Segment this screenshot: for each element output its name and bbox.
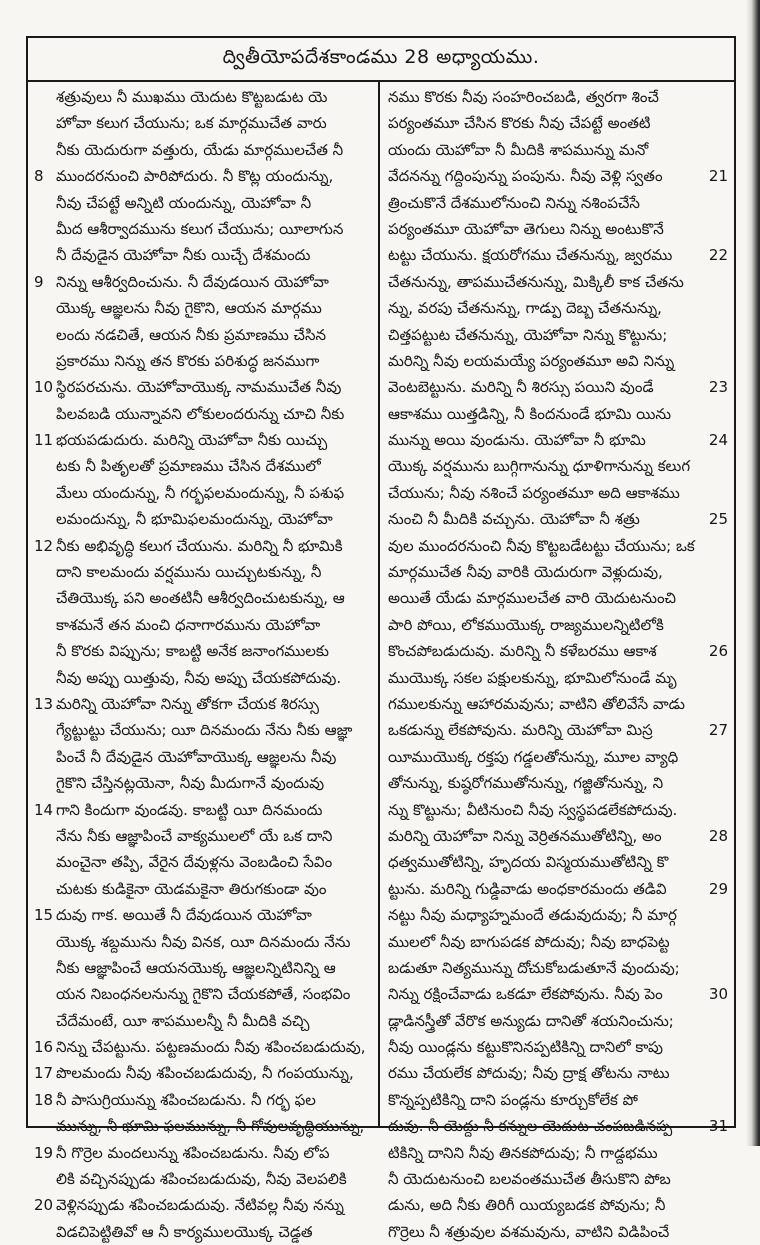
text-line xyxy=(388,1219,728,1245)
verse-number: 16 xyxy=(34,1038,54,1057)
line-text: చేయును; నీవు నశించే పర్యంతమూ అది ఆకాశము xyxy=(388,483,680,502)
line-text: దువు. నీ యెద్దు నీ కన్నుల యెదుట చంపబడినప్ప xyxy=(388,1117,673,1136)
text-line xyxy=(34,480,372,506)
line-text: నుంచి నీ మీదికి వచ్చును. యెహోవా నీ శత్రు xyxy=(388,510,640,529)
page-title: ద్వితీయోపదేశకాండము 28 అధ్యాయము. xyxy=(222,45,540,68)
text-line xyxy=(388,876,728,902)
text-line xyxy=(388,770,728,796)
line-text: టకు నీ పితృలతో ప్రమాణము చేసిన దేశములో xyxy=(56,457,321,476)
text-line xyxy=(34,981,372,1007)
verse-number: 17 xyxy=(34,1064,54,1083)
page-header xyxy=(28,38,734,82)
text-line xyxy=(388,849,728,875)
text-line xyxy=(388,797,728,823)
text-line xyxy=(34,559,372,585)
line-text: నీకు యెదురుగా వత్తురు, యేడు మార్గములచేత నీ xyxy=(56,140,344,159)
line-text: మున్ను అయి వుండును. యెహోవా నీ భూమి xyxy=(388,431,646,450)
line-text: డును, అది నీకు తిరిగీ యియ్యబడక పోవును; నీ xyxy=(388,1196,666,1215)
line-text: పారి పోయి, లోకముయొక్క రాజ్యములన్నిటిలోకి xyxy=(388,615,664,634)
text-line xyxy=(388,533,728,559)
verse-number: 29 xyxy=(708,879,728,898)
text-line xyxy=(34,190,372,216)
line-text: ముందరనుంచి పారిపోదురు. నీ కొట్ల యందున్ను, xyxy=(56,167,334,186)
line-text: నీ యెదుటనుంచి బలవంతముచేత తీసుకొని పోబ xyxy=(388,1170,671,1189)
text-line xyxy=(34,401,372,427)
line-text: భయపడుదురు. మరిన్ని యెహోవా నీకు యిచ్చు xyxy=(56,431,328,450)
line-text: యందు యెహోవా నీ మీదికి శాపమున్ను మనో xyxy=(388,140,649,159)
text-line xyxy=(388,216,728,242)
verse-number: 8 xyxy=(34,167,44,186)
text-line xyxy=(34,84,372,110)
verse-number: 15 xyxy=(34,906,54,925)
text-line xyxy=(34,849,372,875)
line-text: ట్టును. మరిన్ని గుడ్డివాడు అంధకారమందు తడివి xyxy=(388,879,667,898)
line-text: చేతియొక్క పని అంతటినీ ఆశీర్వదించుటకున్ను, ఆ xyxy=(56,589,345,608)
text-line xyxy=(34,585,372,611)
text-line xyxy=(388,242,728,268)
text-line xyxy=(388,585,728,611)
text-line xyxy=(34,1192,372,1218)
text-line xyxy=(388,612,728,638)
text-line xyxy=(388,902,728,928)
text-line xyxy=(388,137,728,163)
line-text: యొక్క శబ్దమును నీవు వినక, యీ దినమందు నేను xyxy=(56,932,351,951)
line-text: వెంటబెట్టును. మరిన్ని నీ శిరస్సు పయిని వుండే xyxy=(388,378,654,397)
line-text: నీకు ఆజ్ఞాపించే ఆయనయొక్క ఆజ్ఞలన్నిటినిన్ని ఆ xyxy=(56,958,336,977)
line-text: హోవా కలుగ చేయును; ఒక మార్గముచేత వారు xyxy=(56,114,327,133)
text-line xyxy=(34,322,372,348)
text-line xyxy=(388,348,728,374)
text-line xyxy=(34,612,372,638)
text-line xyxy=(388,1060,728,1086)
line-text: గాని కిందుగా వుండవు. కాబట్టి యీ దినమందు xyxy=(56,800,323,819)
line-text: నీవు యిండ్లను కట్టుకొనినప్పటికిన్ని దానిలో కాపు xyxy=(388,1038,663,1057)
text-line xyxy=(388,322,728,348)
text-line xyxy=(34,691,372,717)
verse-number: 10 xyxy=(34,378,54,397)
verse-number: 23 xyxy=(708,378,728,397)
line-text: పొలమందు నీవు శపించబడుదువు, నీ గంపయున్ను, xyxy=(56,1064,354,1083)
text-line xyxy=(34,348,372,374)
text-line xyxy=(34,1219,372,1245)
verse-number: 12 xyxy=(34,536,54,555)
text-line xyxy=(34,902,372,928)
text-line xyxy=(388,744,728,770)
line-text: బడుతూ నిత్యమున్ను దోచుకోబడుతూనే వుందువు; xyxy=(388,958,680,977)
text-line xyxy=(34,110,372,136)
text-line xyxy=(34,876,372,902)
line-text: మరిన్ని నీవు లయమయ్యే పర్యంతమూ అవి నిన్ను xyxy=(388,351,675,370)
verse-number: 14 xyxy=(34,800,54,819)
text-line xyxy=(388,190,728,216)
scripture-page xyxy=(26,36,736,1241)
line-text: ములలో నీవు బాగుపడక పోదువు; నీవు బాధపెట్ట xyxy=(388,932,670,951)
text-line xyxy=(388,1192,728,1218)
line-text: డ్లాడినస్త్రీతో వేరొక అన్యుడు దానితో శయనించును; xyxy=(388,1011,674,1030)
line-text: లమందున్ను, నీ భూమిఫలమందున్ను, యెహోవా xyxy=(56,510,333,529)
verse-number: 24 xyxy=(708,431,728,450)
text-line xyxy=(388,506,728,532)
text-line xyxy=(388,453,728,479)
verse-number: 27 xyxy=(708,721,728,740)
text-line xyxy=(388,929,728,955)
text-line xyxy=(34,638,372,664)
verse-number: 20 xyxy=(34,1196,54,1215)
line-text: టట్టు చేయును. క్షయరోగము చేతనున్ను, జ్వరము xyxy=(388,246,673,265)
line-text: కాశమనే తన మంచి ధనాగారమును యెహోవా xyxy=(56,615,321,634)
line-text: నీవు చేపట్టే అన్నిటి యందున్ను, యెహోవా నీ xyxy=(56,193,312,212)
line-text: న్ను, వరపు చేతనున్ను, గాడ్పు దెబ్బ చేతనున్ను, xyxy=(388,299,662,318)
line-text: నీకు అభివృద్ధి కలుగ చేయును. మరిన్ని నీ భూమికి xyxy=(56,536,343,555)
text-line xyxy=(388,665,728,691)
text-line xyxy=(34,427,372,453)
text-line xyxy=(34,242,372,268)
right-column xyxy=(382,82,734,1241)
line-text: నట్టు నీవు మధ్యాహ్నమందే తడువుదువు; నీ మార్గ xyxy=(388,906,677,925)
text-line xyxy=(34,453,372,479)
text-line xyxy=(388,110,728,136)
line-text: మరిన్ని యెహోవా నిన్ను వెర్రితనముతోటిన్ని, అం xyxy=(388,826,662,845)
line-text: కొన్నప్పటికిన్ని దాని పండ్లను కూర్చుకోలేక పో xyxy=(388,1090,638,1109)
line-text: గ్యేట్టుట్టు చేయును; యీ దినమందు నేను నీకు ఆజ్ఞా xyxy=(56,721,353,740)
text-line xyxy=(388,163,728,189)
text-line xyxy=(388,480,728,506)
line-text: వెళ్లినప్పుడు శపించబడుదువు. నేటివల్ల నీవు నన్ను xyxy=(56,1196,344,1215)
verse-number: 26 xyxy=(708,642,728,661)
text-line xyxy=(388,955,728,981)
text-line xyxy=(34,216,372,242)
left-column xyxy=(28,82,380,1241)
line-text: నీ పాసుగ్రియున్ను శపించబడును. నీ గర్భ ఫల xyxy=(56,1090,316,1109)
line-text: ఆకాశము యిత్తడిన్ని, నీ కిందనుండే భూమి యిను xyxy=(388,404,672,423)
line-text: దువు గాక. అయితే నీ దేవుడయిన యెహోవా xyxy=(56,906,312,925)
text-line xyxy=(388,691,728,717)
line-text: న్ను కొట్టును; వీటినుంచి నీవు స్వస్థపడలేకపోదువు. xyxy=(388,800,678,819)
verse-number: 9 xyxy=(34,272,44,291)
text-line xyxy=(34,137,372,163)
text-line xyxy=(34,1140,372,1166)
line-text: గములకున్ను ఆహారమవును; వాటిని తోలివేసే వాడు xyxy=(388,694,685,713)
line-text: టికిన్ని దానిని నీవు తినకపోదువు; నీ గాడ్దభము xyxy=(388,1143,658,1162)
text-line xyxy=(388,401,728,427)
verse-number: 11 xyxy=(34,431,54,450)
line-text: యొక్క వర్షమును బుగ్గిగానున్ను ధూళిగానున్ను కలుగ xyxy=(388,457,691,476)
text-line xyxy=(388,427,728,453)
line-text: పర్యంతమూ యెహోవా తెగులు నిన్ను అంటుకొనే xyxy=(388,219,664,238)
text-line xyxy=(34,295,372,321)
line-text: ప్రకారము నిన్ను తన కొరకు పరిశుద్ధ జనముగా xyxy=(56,351,320,370)
line-text: నేను నీకు ఆజ్ఞాపించే వాక్యములలో యే ఒక దాని xyxy=(56,826,333,845)
text-line xyxy=(388,374,728,400)
line-text: యన నిబంధనలనున్ను గైకొని చేయకపోతే, సంభవిం xyxy=(56,985,351,1004)
text-line xyxy=(34,717,372,743)
line-text: నీ కొరకు విప్పును; కాబట్టి అనేక జనాంగములకు xyxy=(56,642,329,661)
text-line xyxy=(388,1113,728,1139)
line-text: చేతనున్ను, తాపముచేతనున్ను, మిక్కిలీ కాక చేతను xyxy=(388,272,684,291)
line-text: మీద ఆశీర్వాదమును కలుగ చేయును; యీలాగున xyxy=(56,219,344,238)
line-text: అయితే యేడు మార్గములచేత వారి యెదుటనుంచి xyxy=(388,589,677,608)
text-line xyxy=(388,1087,728,1113)
text-line xyxy=(34,1008,372,1034)
text-line xyxy=(34,955,372,981)
text-line xyxy=(388,638,728,664)
verse-number: 30 xyxy=(708,985,728,1004)
verse-number: 18 xyxy=(34,1090,54,1109)
line-text: ఒకడున్ను లేకపోవును. మరిన్ని యెహోవా మిస్ర xyxy=(388,721,653,740)
text-line xyxy=(388,84,728,110)
text-line xyxy=(34,533,372,559)
text-line xyxy=(388,269,728,295)
verse-number: 28 xyxy=(708,826,728,845)
line-text: యీముయొక్క రక్తపు గడ్డలతోనున్ను, మూల వ్యాధి xyxy=(388,747,679,766)
line-text: లికి వచ్చినప్పుడు శపించబడుదువు, నీవు వెలపలికి xyxy=(56,1170,347,1189)
text-line xyxy=(34,506,372,532)
line-text: దాని కాలమందు వర్షమును యిచ్చుటకున్ను, నీ xyxy=(56,563,322,582)
line-text: యొక్క ఆజ్ఞలను నీవు గైకొని, ఆయన మార్గము xyxy=(56,299,322,318)
line-text: తోనున్ను, కుష్ఠరోగముతోనున్ను, గజ్జితోనున్ను, ని xyxy=(388,774,664,793)
line-text: నము కొరకు నీవు సంహరించబడి, త్వరగా శించే xyxy=(388,88,659,106)
line-text: త్రించుకొనే దేశములోనుంచి నిన్ను నశింపచేసే xyxy=(388,193,640,212)
line-text: రము చేయలేక పోదువు; నీవు ద్రాక్ష తోటను నాటు xyxy=(388,1064,670,1083)
text-line xyxy=(388,1008,728,1034)
text-line xyxy=(34,665,372,691)
line-text: చుటకు కుడికైనా యెడమకైనా తిరుగకుండా వుం xyxy=(56,879,327,898)
page-edge-shadow xyxy=(746,0,760,1146)
line-text: మేలు యందున్ను, నీ గర్భఫలమందున్ను, నీ పశుఫ xyxy=(56,483,345,502)
line-text: నిన్ను చేపట్టును. పట్టణమందు నీవు శపించబడుదువు, xyxy=(56,1038,366,1057)
text-line xyxy=(34,770,372,796)
verse-number: 21 xyxy=(708,167,728,186)
verse-number: 22 xyxy=(708,246,728,265)
text-line xyxy=(388,1166,728,1192)
text-line xyxy=(388,1140,728,1166)
text-line xyxy=(388,1034,728,1060)
text-line xyxy=(34,1034,372,1060)
line-text: మంచైనా తప్పి, వేరైన దేవుళ్లను వెంబడించి సేవిం xyxy=(56,853,333,872)
text-line xyxy=(388,559,728,585)
text-line xyxy=(34,1087,372,1113)
line-text: గొర్రెలు నీ శత్రువుల వశమవును, వాటిని విడిపించే xyxy=(388,1222,670,1241)
line-text: నీ గొర్రెల మందలున్ను శపించబడును. నీవు లోప xyxy=(56,1143,330,1162)
text-line xyxy=(34,823,372,849)
verse-number: 31 xyxy=(708,1117,728,1136)
line-text: మరిన్ని యెహోవా నిన్ను తోకగా చేయక శిరస్సు xyxy=(56,694,319,713)
verse-number: 13 xyxy=(34,694,54,713)
line-text: చేదేమంటే, యీ శాపములన్నీ నీ మీదికి వచ్చి xyxy=(56,1011,310,1030)
text-line xyxy=(34,744,372,770)
text-line xyxy=(34,797,372,823)
line-text: ధత్వముతోటిన్ని, హృదయ విస్మయముతోటిన్ని కొ xyxy=(388,853,669,872)
text-line xyxy=(34,929,372,955)
text-line xyxy=(34,1113,372,1139)
line-text: కొంచపోబడుదువు. మరిన్ని నీ కళేబరము ఆకాశ xyxy=(388,642,657,661)
text-line xyxy=(388,823,728,849)
line-text: నీవు అప్పు యిత్తువు, నీవు అప్పు చేయకపోదువు. xyxy=(56,668,342,687)
line-text: మార్గముచేత నీవు వారికి యెదురుగా వెళ్లుదువు, xyxy=(388,563,663,582)
text-line xyxy=(34,163,372,189)
line-text: నీ దేవుడైన యెహోవా నీకు యిచ్చే దేశమందు xyxy=(56,246,311,265)
line-text: చిత్తపట్టుట చేతనున్ను, యెహోవా నిన్ను కొట్టును; xyxy=(388,325,668,344)
text-line xyxy=(388,981,728,1007)
text-line xyxy=(388,295,728,321)
line-text: గైకొని చేస్తినట్లయెనా, నీవు మీదుగానే వుందువు xyxy=(56,774,325,793)
line-text: స్థిరపరచును. యెహోవాయొక్క నామముచేత నీవు xyxy=(56,378,342,397)
line-text: శత్రువులు నీ ముఖము యెదుట కొట్టబడుట యె xyxy=(56,88,328,106)
text-line xyxy=(34,1166,372,1192)
text-line xyxy=(388,717,728,743)
line-text: ముయొక్క సకల పక్షులకున్ను, భూమిలోనుండే మృ xyxy=(388,668,677,687)
line-text: పిలవబడి యున్నావని లోకులందరున్ను చూచి నీకు xyxy=(56,404,345,423)
line-text: పించే నీ దేవుడైన యెహోవాయొక్క ఆజ్ఞలను నీవు xyxy=(56,747,337,766)
line-text: లందు నడచితే, ఆయన నీకు ప్రమాణము చేసిన xyxy=(56,325,327,344)
line-text: పర్యంతమూ చేసిన కొరకు నీవు చేపట్టే అంతటి xyxy=(388,114,651,133)
line-text: విడచిపెట్టితివో ఆ నీ కార్యములయొక్క చెడ్డత xyxy=(56,1222,313,1241)
line-text: నిన్ను రక్షించేవాడు ఒకడూ లేకపోవును. నీవు పెం xyxy=(388,985,663,1004)
text-line xyxy=(34,374,372,400)
line-text: మున్ను, నీ భూమి ఫలమున్ను, నీ గోవులవృద్ధియున్ను, xyxy=(56,1117,365,1136)
text-line xyxy=(34,269,372,295)
line-text: నిన్ను ఆశీర్వదించును. నీ దేవుడయిన యెహోవా xyxy=(56,272,329,291)
text-line xyxy=(34,1060,372,1086)
line-text: వేదనన్ను గద్దింపున్ను పంపును. నీవు వెళ్లి స్వతం xyxy=(388,167,663,186)
line-text: వుల ముందరనుంచి నీవు కొట్టబడేటట్టు చేయును; ఒక xyxy=(388,536,695,555)
verse-number: 19 xyxy=(34,1143,54,1162)
verse-number: 25 xyxy=(708,510,728,529)
